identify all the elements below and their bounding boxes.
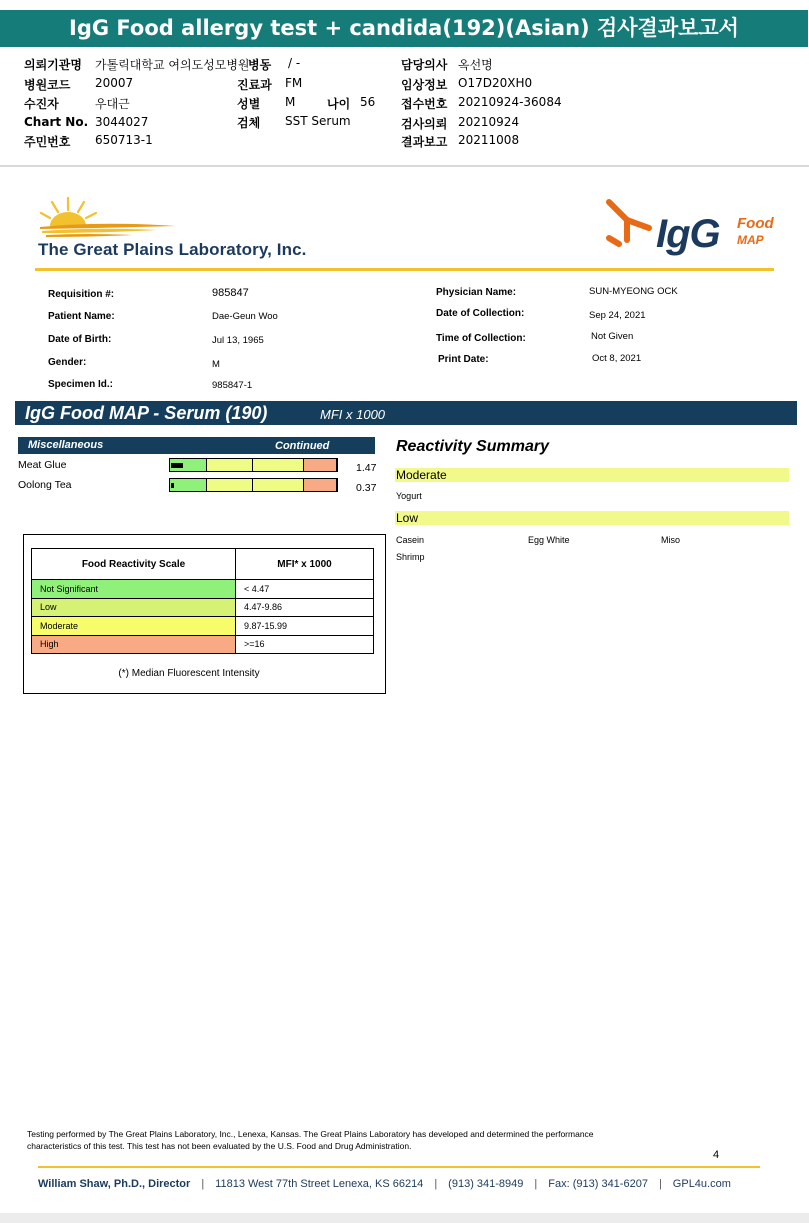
section-unit: MFI x 1000	[320, 407, 386, 422]
scale-range: < 4.47	[236, 580, 374, 599]
specimen-id-label: Specimen Id.:	[48, 379, 114, 390]
scale-header-mfi: MFI* x 1000	[236, 549, 374, 580]
scale-level: Low	[32, 598, 236, 617]
food-name: Oolong Tea	[18, 479, 72, 491]
dob-value: Jul 13, 1965	[212, 335, 264, 346]
collection-date-value: Sep 24, 2021	[589, 310, 646, 321]
footer-website[interactable]: GPL4u.com	[672, 1178, 731, 1190]
food-value: 0.37	[356, 482, 377, 494]
meta-value-specimen: SST Serum	[285, 114, 351, 128]
lab-name: The Great Plains Laboratory, Inc.	[38, 240, 307, 259]
scale-level: Not Significant	[32, 580, 236, 599]
reactivity-bar	[169, 458, 338, 472]
meta-value-sex: M	[285, 95, 296, 109]
category-name: Miscellaneous	[28, 439, 104, 451]
meta-label-dept: 진료과	[237, 78, 272, 92]
print-date-value: Oct 8, 2021	[592, 353, 642, 364]
food-name: Meat Glue	[18, 459, 67, 471]
summary-item: Casein	[396, 535, 425, 545]
page-bottom-edge	[0, 1213, 809, 1223]
meta-value-hospital-code: 20007	[95, 76, 134, 90]
summary-level-moderate: Moderate	[395, 468, 789, 482]
igg-logo-text: IgG	[656, 212, 720, 256]
reactivity-bar-marker	[171, 463, 183, 468]
summary-item: Shrimp	[396, 552, 425, 562]
page-number: 4	[713, 1149, 720, 1161]
reactivity-scale-table	[31, 548, 374, 654]
physician-label: Physician Name:	[436, 287, 517, 298]
scale-range: >=16	[236, 635, 374, 654]
disclaimer	[27, 1129, 707, 1152]
meta-value-chart-no: 3044027	[95, 115, 149, 129]
physician-value: SUN-MYEONG OCK	[589, 286, 678, 297]
requisition-label: Requisition #:	[48, 289, 115, 300]
category-continued: Continued	[275, 440, 330, 452]
specimen-id-value: 985847-1	[212, 380, 253, 391]
meta-label-accession: 접수번호	[401, 97, 448, 111]
meta-value-report-date: 20211008	[458, 133, 520, 147]
scale-range: 4.47-9.86	[236, 598, 374, 617]
collection-time-label: Time of Collection:	[436, 333, 526, 344]
reactivity-summary-title: Reactivity Summary	[396, 438, 549, 455]
food-map-logo-text	[737, 216, 774, 248]
section-header-bar	[15, 401, 797, 425]
meta-label-request-date: 검사의뢰	[401, 117, 448, 131]
footer-contact: William Shaw, Ph.D., Director | 11813 West 77th Street Lenexa, KS 66214 | (913) 341-8949 | Fax: (913) 341-6207 | GPL4u.com	[38, 1178, 731, 1190]
print-date-label: Print Date:	[438, 354, 489, 365]
dob-label: Date of Birth:	[48, 334, 112, 345]
map-logo-word: MAP	[737, 233, 764, 247]
scale-level: High	[32, 635, 236, 654]
meta-label-sex: 성별	[237, 97, 261, 111]
footer-phone: (913) 341-8949	[448, 1178, 524, 1190]
disclaimer-line: Testing performed by The Great Plains Laboratory, Inc., Lenexa, Kansas. The Great Plains Laboratory has developed and determined the performance	[27, 1129, 594, 1139]
meta-value-ward: / -	[288, 56, 301, 70]
footer-address: 11813 West 77th Street Lenexa, KS 66214	[215, 1178, 424, 1190]
meta-label-institution: 의뢰기관명	[24, 58, 82, 72]
scale-range: 9.87-15.99	[236, 617, 374, 636]
meta-label-patient: 수진자	[24, 97, 59, 111]
food-value: 1.47	[356, 462, 377, 474]
scale-footnote: (*) Median Fluorescent Intensity	[118, 668, 260, 679]
sun-logo-icon	[38, 196, 178, 238]
reactivity-scale-box	[23, 534, 386, 694]
antibody-icon	[605, 198, 660, 250]
patient-name-label: Patient Name:	[48, 311, 115, 322]
meta-label-doctor: 담당의사	[401, 58, 448, 72]
gender-value: M	[212, 359, 220, 370]
summary-item: Egg White	[528, 535, 570, 545]
summary-item: Yogurt	[396, 491, 422, 501]
gender-label: Gender:	[48, 357, 87, 368]
report-title-banner: IgG Food allergy test + candida(192)(Asian) 검사결과보고서	[0, 10, 808, 47]
meta-divider	[0, 165, 809, 167]
patient-name-value: Dae-Geun Woo	[212, 311, 278, 322]
meta-value-dept: FM	[285, 76, 303, 90]
requisition-value: 985847	[212, 287, 249, 299]
meta-value-institution: 가톨릭대학교 여의도성모병원	[95, 58, 250, 72]
meta-label-hospital-code: 병원코드	[24, 78, 71, 92]
meta-label-ward: 병동	[248, 58, 272, 72]
summary-level-low: Low	[395, 511, 789, 525]
food-logo-word: Food	[737, 215, 774, 232]
meta-value-request-date: 20210924	[458, 115, 520, 129]
scale-header-level: Food Reactivity Scale	[32, 549, 236, 580]
reactivity-bar-marker	[171, 483, 174, 488]
header-gold-rule	[35, 268, 774, 271]
meta-value-clinical-info: O17D20XH0	[458, 76, 533, 90]
meta-label-report-date: 결과보고	[401, 135, 448, 149]
meta-value-doctor: 옥선명	[458, 58, 493, 72]
scale-level: Moderate	[32, 617, 236, 636]
meta-label-age: 나이	[327, 97, 351, 111]
meta-label-clinical-info: 임상정보	[401, 78, 448, 92]
summary-item: Miso	[661, 535, 681, 545]
collection-date-label: Date of Collection:	[436, 308, 525, 319]
collection-time-value: Not Given	[591, 331, 634, 342]
meta-value-age: 56	[360, 95, 376, 109]
meta-label-specimen: 검체	[237, 116, 261, 130]
footer-director: William Shaw, Ph.D., Director	[38, 1178, 191, 1190]
category-header	[18, 437, 375, 454]
meta-value-accession: 20210924-36084	[458, 95, 562, 109]
reactivity-bar	[169, 478, 338, 492]
footer-gold-rule	[38, 1166, 760, 1168]
meta-value-patient: 우대근	[95, 97, 130, 111]
disclaimer-line: characteristics of this test. This test has not been evaluated by the U.S. Food and Drug Administration.	[27, 1140, 412, 1151]
meta-label-chart-no: Chart No.	[24, 115, 89, 129]
meta-value-resident-no: 650713-1	[95, 133, 153, 147]
meta-label-resident-no: 주민번호	[24, 135, 71, 149]
section-title: IgG Food MAP - Serum (190)	[25, 403, 268, 423]
footer-fax: Fax: (913) 341-6207	[548, 1178, 648, 1190]
